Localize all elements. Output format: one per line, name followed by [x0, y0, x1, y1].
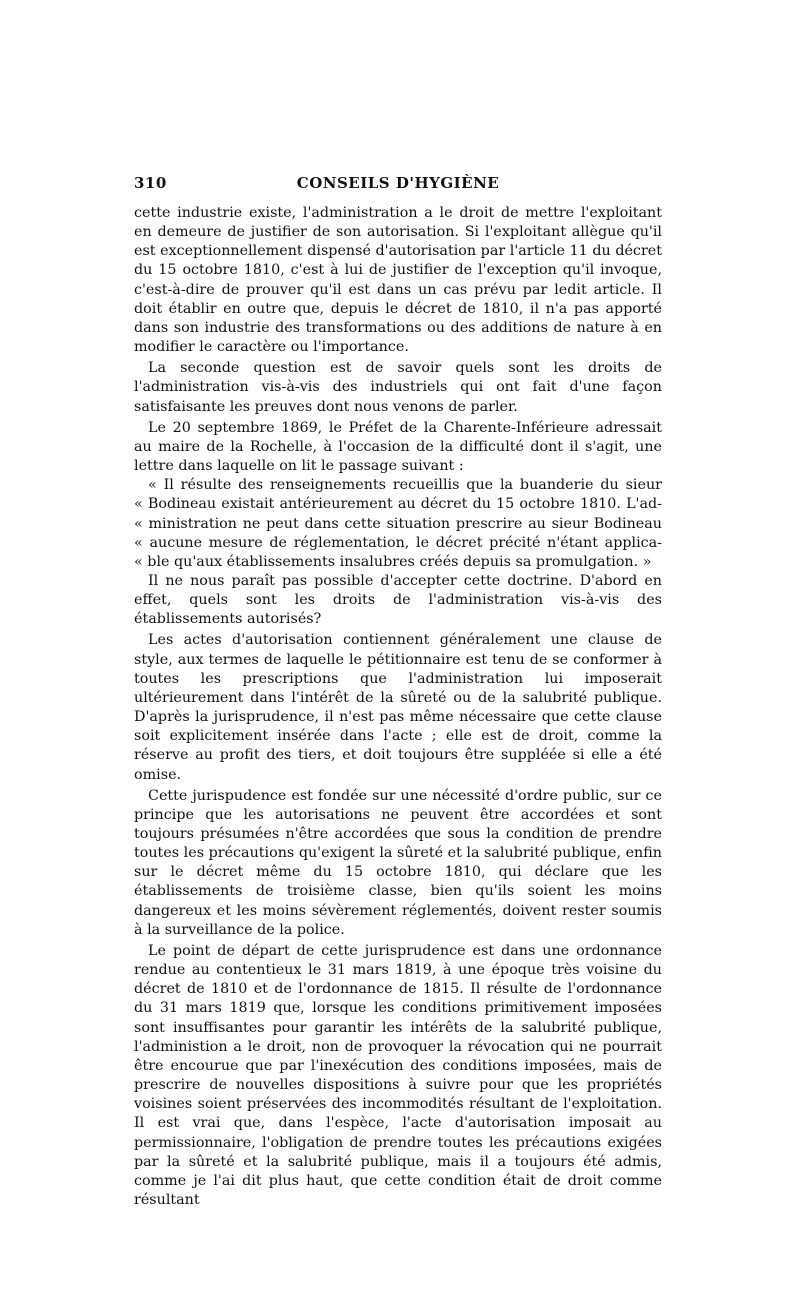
quote-line: « aucune mesure de réglementation, le décret précité n'étant applica-: [134, 534, 662, 551]
paragraph-doctrine: Il ne nous paraît pas possible d'accepter cette doctrine. D'abord en effet, quels sont les droits de l'administration vis-à-vis des établissements autorisés?: [134, 572, 662, 628]
paragraph-second-question: La seconde question est de savoir quels sont les droits de l'administration vis-à-vis des industriels qui ont fait d'une façon satisfaisante les preuves dont nous venons de parler.: [134, 360, 662, 415]
quote-line: « Bodineau existait antérieurement au décret du 15 octobre 1810. L'ad-: [134, 496, 662, 513]
paragraph-continuation: cette industrie existe, l'administration a le droit de mettre l'exploitant en demeure de justifier de son autorisation. Si l'exploitant allègue qu'il est exceptionnellement dispensé d'autorisation par l'article 11 du décret du 15 octobre 1810, c'est à lui de justifier de l'exception qu'il invoque, c'est-à-dire de prouver qu'il est dans un cas prévu par ledit article. Il doit établir en outre que, depuis le décret de 1810, il n'a pas apporté dans son industrie des transformations ou des additions de nature à en modifier le caractère ou l'importance.: [134, 205, 662, 356]
book-page: [134, 174, 662, 1210]
paragraph-authorization-acts: Les actes d'autorisation contiennent généralement une clause de style, aux termes de laquelle le pétitionnaire est tenu de se conformer à toutes les prescriptions que l'administration lui imposerait ultérieurement dans l'intérêt de la sûreté ou de la salubrité publique. D'après la jurisprudence, il n'est pas même nécessaire que cette clause soit explicitement insérée dans l'acte ; elle est de droit, comme la réserve au profit des tiers, et doit toujours être suppléée si elle a été omise.: [134, 632, 662, 783]
quote-line: « ministration ne peut dans cette situation prescrire au sieur Bodineau: [134, 515, 662, 532]
quote-line: « ble qu'aux établissements insalubres créés depuis sa promulgation. »: [134, 553, 652, 570]
running-title: CONSEILS D'HYGIÈNE: [296, 174, 500, 192]
quoted-passage: [134, 476, 662, 572]
paragraph-jurisprudence-basis: Cette jurispudence est fondée sur une nécessité d'ordre public, sur ce principe que les autorisations ne peuvent être accordées et sont toujours présumées n'être accordées que sous la condition de prendre toutes les précautions qu'exigent la sûreté et la salubrité publique, enfin sur le décret même du 15 octobre 1810, qui déclare que les établissements de troisième classe, bien qu'ils soient les moins dangereux et les moins sévèrement réglementés, doivent rester soumis à la surveillance de la police.: [134, 787, 662, 938]
running-head: [134, 174, 662, 196]
paragraph-ordinance-1819: Le point de départ de cette jurisprudence est dans une ordonnance rendue au contentieux le 31 mars 1819, à une époque très voisine du décret de 1810 et de l'ordonnance de 1815. Il résulte de l'ordonnance du 31 mars 1819 que, lorsque les conditions primitivement imposées sont insuffisantes pour garantir les intérêts de la salubrité publique, l'administion a le droit, non de provoquer la révocation qui ne pourrait être encourue que par l'inexécution des conditions imposées, mais de prescrire de nouvelles dispositions à suivre pour que les propriétés voisines soient préservées des incommodités résultant de l'exploitation. Il est vrai que, dans l'espèce, l'acte d'autorisation imposait au permissionnaire, l'obligation de prendre toutes les précautions exigées par la sûreté et la salubrité publique, mais il a toujours été admis, comme je l'ai dit plus haut, que cette condition était de droit comme résultant: [134, 942, 662, 1208]
quote-line: « Il résulte des renseignements recueillis que la buanderie du sieur: [148, 477, 662, 494]
body-text: [134, 204, 662, 1210]
page-number: 310: [134, 174, 167, 192]
paragraph-prefect-letter: Le 20 septembre 1869, le Préfet de la Charente-Inférieure adressait au maire de la Rochelle, à l'occasion de la difficulté dont il s'agit, une lettre dans laquelle on lit le passage suivant :: [134, 419, 662, 475]
